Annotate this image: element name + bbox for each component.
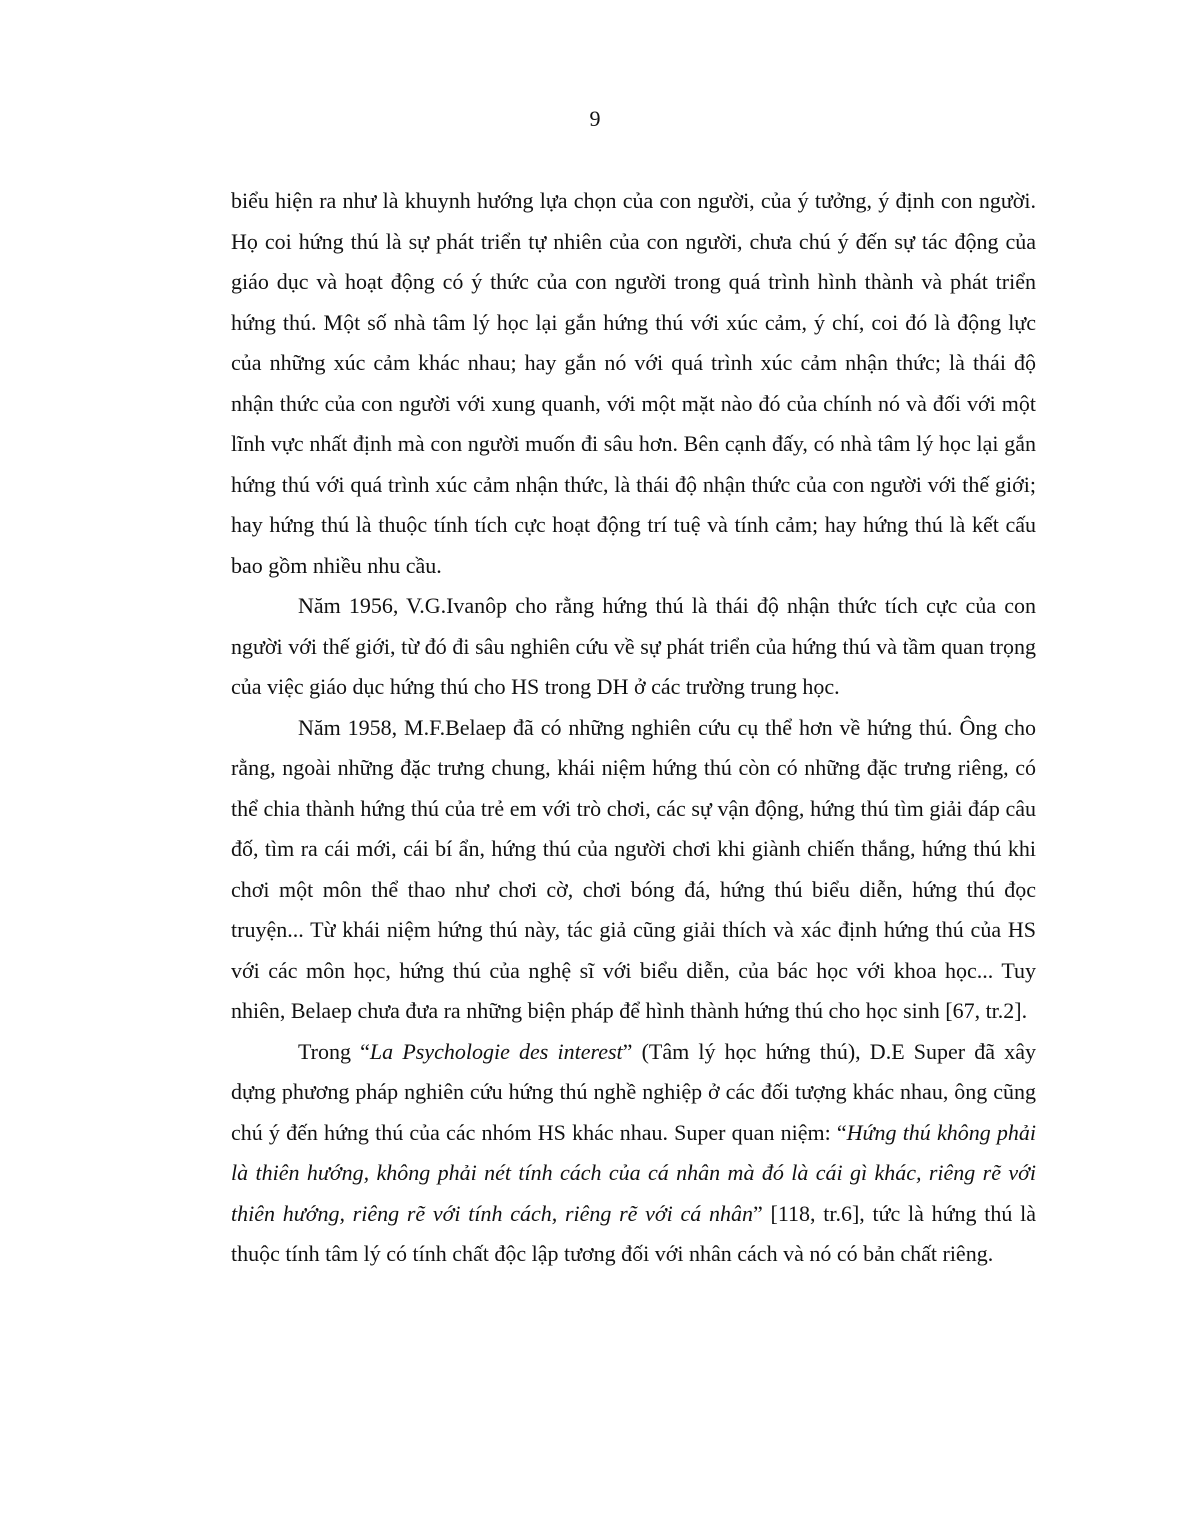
quotation: Hứng thú không phải là thiên hướng, không phải nét tính cách của cá nhân mà đó là cái gì khác, riêng rẽ với thiên hướng, riêng rẽ với tính cách, riêng rẽ với cá nhân [231,1119,1036,1226]
book-title: La Psychologie des interest [369,1038,623,1064]
paragraph-4 [231,1032,1036,1275]
paragraph-1: biểu hiện ra như là khuynh hướng lựa chọn của con người, của ý tưởng, ý định con người. Họ coi hứng thú là sự phát triển tự nhiên của con người, chưa chú ý đến sự tác động của giáo dục và hoạt động có ý thức của con người trong quá trình hình thành và phát triển hứng thú. Một số nhà tâm lý học lại gắn hứng thú với xúc cảm, ý chí, coi đó là động lực của những xúc cảm khác nhau; hay gắn nó với quá trình xúc cảm nhận thức; là thái độ nhận thức của con người với xung quanh, với một mặt nào đó của chính nó và đối với một lĩnh vực nhất định mà con người muốn đi sâu hơn. Bên cạnh đấy, có nhà tâm lý học lại gắn hứng thú với quá trình xúc cảm nhận thức, là thái độ nhận thức của con người với thế giới; hay hứng thú là thuộc tính tích cực hoạt động trí tuệ và tính cảm; hay hứng thú là kết cấu bao gồm nhiều nhu cầu. [231,188,1036,578]
page-number: 9 [589,106,601,131]
paragraph-4-text: ” [118, tr.6], tức là hứng thú là thuộc tính tâm lý có tính chất độc lập tương đối với nhân cách và nó có bản chất riêng. [231,1200,1036,1266]
paragraph-4-text: ” (Tâm lý học hứng thú), D.E Super đã xây dựng phương pháp nghiên cứu hứng thú nghề nghiệp ở các đối tượng khác nhau, ông cũng chú ý đến hứng thú của các nhóm HS khác nhau. Super quan niệm: “ [231,1038,1036,1145]
paragraph-2: Năm 1956, V.G.Ivanôp cho rằng hứng thú là thái độ nhận thức tích cực của con người với thế giới, từ đó đi sâu nghiên cứu về sự phát triển của hứng thú và tầm quan trọng của việc giáo dục hứng thú cho HS trong DH ở các trường trung học. [231,593,1036,699]
body-text [231,181,1036,1275]
paragraph-4-text: Trong “ [298,1038,370,1064]
paragraph-3: Năm 1958, M.F.Belaep đã có những nghiên cứu cụ thể hơn về hứng thú. Ông cho rằng, ngoài những đặc trưng chung, khái niệm hứng thú còn có những đặc trưng riêng, có thể chia thành hứng thú của trẻ em với trò chơi, các sự vận động, hứng thú tìm giải đáp câu đố, tìm ra cái mới, cái bí ẩn, hứng thú của người chơi khi giành chiến thắng, hứng thú khi chơi một môn thể thao như chơi cờ, chơi bóng đá, hứng thú biểu diễn, hứng thú đọc truyện... Từ khái niệm hứng thú này, tác giả cũng giải thích và xác định hứng thú của HS với các môn học, hứng thú của nghệ sĩ với biểu diễn, của bác học với khoa học... Tuy nhiên, Belaep chưa đưa ra những biện pháp để hình thành hứng thú cho học sinh [67, tr.2]. [231,714,1036,1023]
